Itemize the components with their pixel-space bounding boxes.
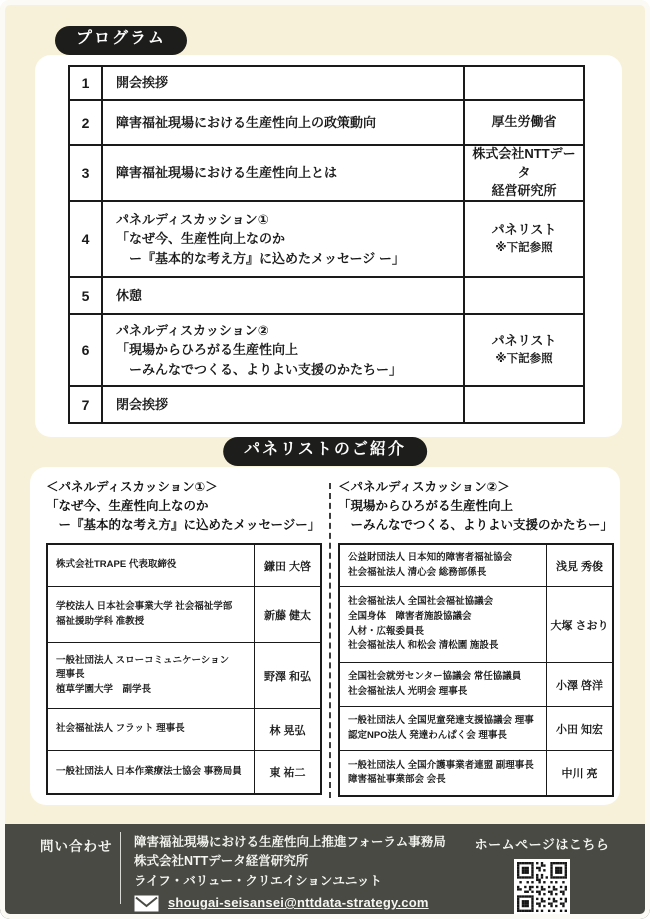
text-line: パネリスト [491, 222, 557, 238]
text-line: ーみんなでつくる、よりよい支援のかたちー」 [116, 361, 403, 377]
text-line: ーみんなでつくる、よりよい支援のかたちー」 [338, 517, 614, 532]
program-row [70, 315, 583, 387]
program-row-presenter [463, 101, 583, 144]
homepage-block [462, 834, 622, 915]
text-line: 一般社団法人 全国介護事業者連盟 副理事長 [348, 759, 534, 771]
text-line: 厚生労働省 [491, 114, 557, 130]
text-line: 障害福祉事業部会 会長 [348, 774, 446, 786]
program-row-title [103, 315, 463, 385]
text-line: 一般社団法人 スローコミュニケーション [56, 654, 230, 666]
contact-line-1: 障害福祉現場における生産性向上推進フォーラム事務局 [134, 835, 446, 849]
text-line: 社会福祉法人 フラット 理事長 [56, 723, 185, 735]
text-line: 障害福祉現場における生産性向上とは [116, 165, 338, 181]
text-line: 開会挨拶 [116, 75, 169, 91]
email-link[interactable]: shougai-seisansei@nttdata-strategy.com [168, 895, 429, 911]
panelist-organization [48, 709, 254, 750]
text-line: 社会福祉法人 清心会 総務部係長 [348, 566, 487, 578]
text-line: 全国社会就労センター協議会 常任協議員 [348, 671, 522, 683]
program-row-number: 4 [70, 202, 103, 276]
program-row-title [103, 67, 463, 99]
panelist-name: 東 祐二 [254, 751, 320, 793]
panelist-organization [340, 545, 546, 586]
panelist-organization [48, 587, 254, 642]
panelist-organization [48, 643, 254, 708]
text-line: 学校法人 日本社会事業大学 社会福祉学部 [56, 601, 233, 613]
panelist-row [48, 587, 320, 643]
column-divider [329, 483, 331, 798]
text-line: 植草学園大学 副学長 [56, 684, 152, 696]
panelist-organization [48, 545, 254, 586]
text-line: 「現場からひろがる生産性向上 [116, 342, 299, 358]
program-row-number: 6 [70, 315, 103, 385]
panelist-name: 小田 知宏 [546, 707, 612, 750]
program-row-presenter [463, 67, 583, 99]
panelist-row [340, 587, 612, 663]
text-line: パネルディスカッション② [116, 322, 269, 338]
program-row [70, 278, 583, 315]
text-line: 一般社団法人 全国児童発達支援協議会 理事 [348, 715, 534, 727]
panelist-name: 浅見 秀俊 [546, 545, 612, 586]
panel-discussion-2-table [338, 543, 614, 797]
program-section-label [55, 26, 187, 55]
program-row-title [103, 146, 463, 200]
panelist-row [48, 643, 320, 709]
panel-discussion-1-column [46, 478, 322, 795]
envelope-icon [134, 895, 159, 912]
text-line: 障害福祉現場における生産性向上の政策動向 [116, 114, 377, 130]
panel-discussion-2-header [338, 478, 614, 534]
program-row-number: 7 [70, 387, 103, 422]
text-line: 「現場からひろがる生産性向上 [338, 498, 514, 513]
text-line: ※下記参照 [495, 353, 553, 366]
text-line: 「なぜ今、生産性向上なのか [46, 498, 209, 513]
panelist-organization [48, 751, 254, 793]
text-line: 経営研究所 [491, 183, 557, 199]
program-row-number: 5 [70, 278, 103, 313]
text-line: 株式会社TRAPE 代表取締役 [56, 559, 177, 571]
program-row-number: 2 [70, 101, 103, 144]
text-line: ー『基本的な考え方』に込めたメッセージー」 [46, 517, 321, 532]
panelist-row [340, 545, 612, 587]
text-line: ＜パネルディスカッション①＞ [46, 480, 218, 494]
panelist-name: 中川 亮 [546, 751, 612, 795]
text-line: 福祉援助学科 准教授 [56, 615, 145, 627]
panel-discussion-1-table [46, 543, 322, 795]
text-line: パネルディスカッション① [116, 211, 269, 227]
program-row-presenter [463, 278, 583, 313]
text-line: 人材・広報委員長 [348, 625, 425, 637]
panelist-organization [340, 751, 546, 795]
text-line: ※下記参照 [495, 242, 553, 255]
program-row [70, 146, 583, 202]
program-table [68, 65, 585, 424]
text-line: 閉会挨拶 [116, 396, 169, 412]
panelist-row [340, 663, 612, 707]
program-row [70, 387, 583, 422]
footer-divider [120, 832, 121, 904]
text-line: 公益財団法人 日本知的障害者福祉協会 [348, 552, 513, 564]
footer [0, 824, 650, 919]
panelist-name: 林 晃弘 [254, 709, 320, 750]
panelist-organization [340, 587, 546, 662]
program-row-title [103, 101, 463, 144]
contact-label: 問い合わせ [40, 839, 113, 854]
program-row-number: 1 [70, 67, 103, 99]
program-row [70, 67, 583, 101]
text-line: 「なぜ今、生産性向上なのか [116, 231, 286, 247]
panelist-row [48, 545, 320, 587]
panelist-row [48, 709, 320, 751]
panelist-name: 鎌田 大啓 [254, 545, 320, 586]
panelist-name: 小澤 啓洋 [546, 663, 612, 706]
text-line: ー『基本的な考え方』に込めたメッセージ ー」 [116, 250, 405, 266]
panelist-organization [340, 707, 546, 750]
text-line: パネリスト [491, 333, 557, 349]
contact-line-2: 株式会社NTTデータ経営研究所 [134, 854, 309, 869]
text-line: 理事長 [56, 669, 85, 681]
panelist-row [340, 751, 612, 795]
panelist-name: 新藤 健太 [254, 587, 320, 642]
panelist-name: 野澤 和弘 [254, 643, 320, 708]
text-line: ＜パネルディスカッション②＞ [338, 480, 510, 494]
program-row-presenter [463, 146, 583, 200]
text-line: 休憩 [116, 287, 143, 303]
email-row [134, 893, 446, 913]
text-line: 一般社団法人 日本作業療法士協会 事務局員 [56, 765, 242, 777]
program-row-presenter [463, 315, 583, 385]
panel-discussion-2-column [338, 478, 614, 797]
program-row [70, 202, 583, 278]
program-row-number: 3 [70, 146, 103, 200]
program-row-title [103, 278, 463, 313]
program-row-presenter [463, 202, 583, 276]
text-line: 社会福祉法人 光明会 理事長 [348, 685, 468, 697]
program-row [70, 101, 583, 146]
panel-discussion-1-header [46, 478, 322, 534]
contact-line-3: ライフ・バリュー・クリエイションユニット [134, 873, 382, 888]
program-row-title [103, 387, 463, 422]
panelists-section-label [223, 437, 427, 466]
text-line: 全国身体 障害者施設協議会 [348, 611, 472, 623]
text-line: 社会福祉法人 和松会 清松園 施設長 [348, 640, 499, 652]
text-line: 株式会社NTTデータ [472, 145, 576, 180]
panelist-organization [340, 663, 546, 706]
program-row-presenter [463, 387, 583, 422]
text-line: 社会福祉法人 全国社会福祉協議会 [348, 596, 494, 608]
program-section-label-text: プログラム [76, 30, 166, 47]
qr-code [514, 859, 570, 915]
text-line: 認定NPO法人 発達わんぱく会 理事長 [348, 729, 507, 741]
panelist-row [340, 707, 612, 751]
contact-info [134, 833, 446, 913]
program-row-title [103, 202, 463, 276]
panelist-name: 大塚 さおり [546, 587, 612, 662]
panelist-row [48, 751, 320, 793]
homepage-label: ホームページはこちら [474, 837, 610, 852]
panelists-section-label-text: パネリストのご紹介 [244, 441, 406, 458]
